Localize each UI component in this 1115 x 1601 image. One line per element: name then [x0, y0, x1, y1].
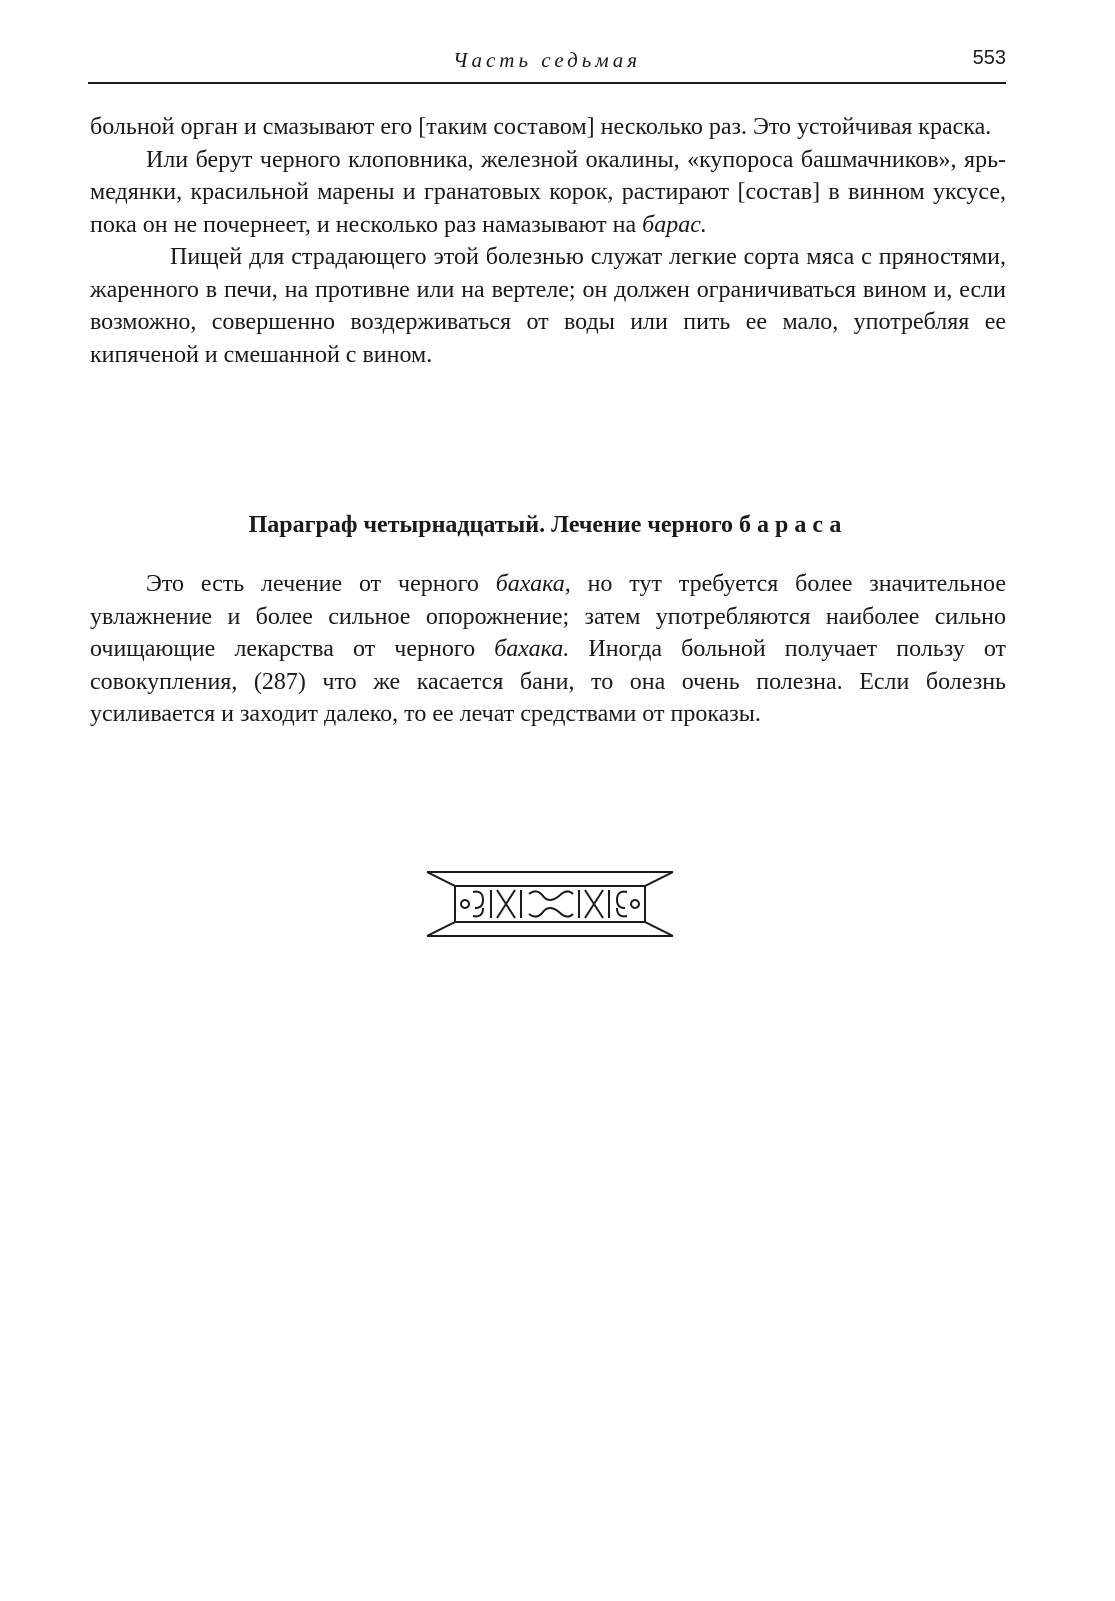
- text-block-bottom: [90, 568, 1006, 731]
- section-heading-text: Параграф четырнадцатый. Лечение черного: [248, 512, 740, 538]
- running-header: [88, 44, 1006, 84]
- italic-term: барас.: [642, 211, 707, 238]
- text-block-top: [90, 111, 1006, 371]
- text-run: Это есть лечение от черного: [146, 571, 496, 597]
- section-heading-spaced-word: бараса: [739, 512, 848, 538]
- text-run: но тут требуется более значительное увлажнение и более сильное опорожнение; затем употребляются наиболее сильно очищающие лекарства от черного: [90, 571, 1006, 662]
- decorative-tailpiece-ornament-icon: [425, 866, 675, 942]
- italic-term: бахака.: [494, 636, 570, 662]
- italic-term: бахака,: [495, 571, 571, 597]
- text-run: Пищей для страдающего этой болезнью служат легкие сорта мяса с пряностями, жаренного в печи, на противне или на вертеле; он должен ограничиваться вином и, если возможно, совершенно воздерживаться от воды или пить ее мало, употребляя ее кипяченой и смешанной с вином.: [90, 244, 1006, 368]
- running-title: Часть седьмая: [453, 48, 641, 72]
- text-run: Иногда больной получает пользу от совокупления, (287) что же касается бани, то она очень полезна. Если болезнь усиливается и заходит далеко, то ее лечат средствами от проказы.: [90, 636, 1007, 727]
- paragraph: [90, 241, 1006, 371]
- page-number: 553: [972, 47, 1006, 69]
- text-run: Или берут черного клоповника, железной окалины, «купороса башмачников», ярь-медянки, красильной марены и гранатовых корок, растирают [состав] в винном уксусе, пока он не почернеет, и несколько раз намазывают на: [90, 146, 1006, 238]
- text-run: больной орган и смазывают его [таким составом] несколько раз. Это устойчивая краска.: [90, 114, 992, 140]
- paragraph: [90, 568, 1006, 731]
- paragraph: [90, 144, 1006, 242]
- paragraph: [90, 111, 1006, 144]
- section-heading: [90, 512, 1006, 539]
